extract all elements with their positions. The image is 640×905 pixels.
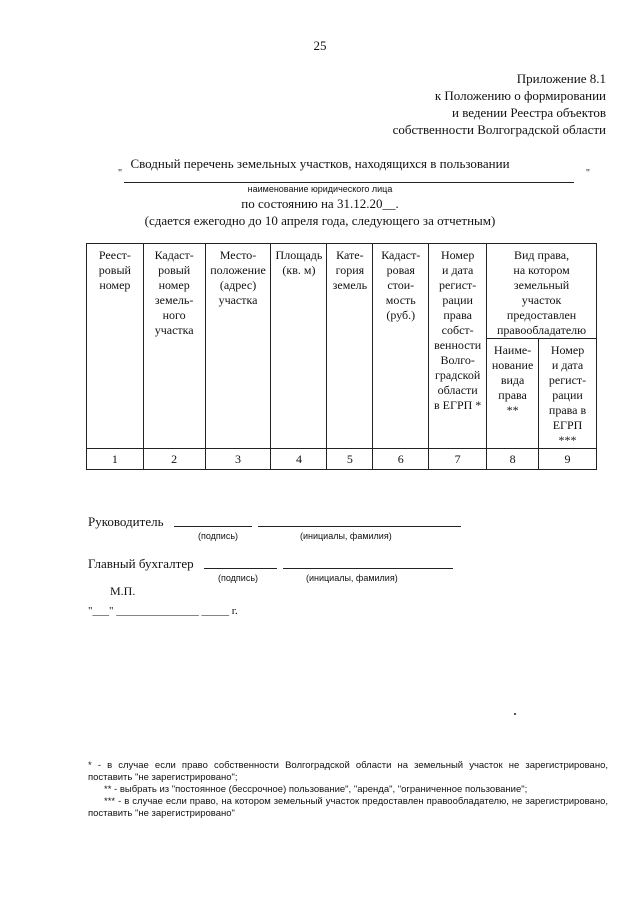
signature-caption: (подпись) xyxy=(218,573,259,583)
header-text-line: ровая xyxy=(386,263,415,277)
header-text-line: Волго- xyxy=(440,353,475,367)
date-line: "___" _______________ _____ г. xyxy=(88,605,238,617)
header-text-line: венности xyxy=(434,338,482,352)
header-area xyxy=(271,244,327,449)
footnote: * - в случае если право собственности Волгоградской области на земельный участок не зарегистрировано, поставить "не зарегистрировано"; xyxy=(88,760,608,783)
header-right-type-group xyxy=(487,244,597,339)
document-title: Сводный перечень земельных участков, находящихся в пользовании xyxy=(130,156,510,171)
header-text-line: номер xyxy=(99,278,131,292)
header-text-line: земель- xyxy=(154,293,194,307)
head-name-line xyxy=(258,526,461,527)
appendix-line: собственности Волгоградской области xyxy=(392,122,606,137)
header-land-category xyxy=(327,244,373,449)
header-cadastral-number xyxy=(143,244,205,449)
header-text-line: регист- xyxy=(548,373,587,387)
column-numbers-row xyxy=(87,449,597,470)
header-text-line: ровый xyxy=(98,263,131,277)
column-number: 6 xyxy=(373,449,429,470)
header-text-line: вида xyxy=(500,373,525,387)
head-signature-line xyxy=(174,526,252,527)
header-text-line: собст- xyxy=(441,323,474,337)
header-text-line: и дата xyxy=(551,358,584,372)
page-number: 25 xyxy=(313,38,327,53)
header-text-line: Номер xyxy=(440,248,475,262)
header-text-line: ЕГРП xyxy=(552,418,583,432)
header-text-line: Кате- xyxy=(336,248,364,262)
header-text-line: рации xyxy=(442,293,473,307)
header-text-line: права xyxy=(498,388,527,402)
column-number: 8 xyxy=(487,449,539,470)
name-caption: (инициалы, фамилия) xyxy=(306,573,398,583)
signature-caption: (подпись) xyxy=(198,531,239,541)
quote-open: " xyxy=(118,168,123,179)
header-text-line: Кадаст- xyxy=(154,248,194,262)
header-text-line: рации xyxy=(552,388,583,402)
column-number: 7 xyxy=(429,449,487,470)
header-text-line: нование xyxy=(491,358,534,372)
header-text-line: мость xyxy=(385,293,416,307)
header-text-line: права в xyxy=(548,403,587,417)
header-text-line: регист- xyxy=(439,278,477,292)
column-number: 2 xyxy=(143,449,205,470)
header-text-line: на котором xyxy=(513,263,570,277)
header-text-line: номер xyxy=(158,278,190,292)
header-right-type-name xyxy=(487,339,539,449)
header-text-line: Вид права, xyxy=(514,248,570,262)
head-label: Руководитель xyxy=(88,514,164,529)
header-text-line: области xyxy=(437,383,478,397)
accountant-name-line xyxy=(283,568,453,569)
appendix-line: к Положению о формировании xyxy=(434,88,606,103)
submission-deadline: (сдается ежегодно до 10 апреля года, следующего за отчетным) xyxy=(144,213,496,228)
header-text-line: Кадаст- xyxy=(381,248,421,262)
header-right-registration xyxy=(539,339,597,449)
header-text-line: Номер xyxy=(550,343,585,357)
column-number: 3 xyxy=(205,449,271,470)
footnote: *** - в случае если право, на котором земельный участок предоставлен правообладателю, не зарегистрировано, поставить "не зарегистрировано" xyxy=(88,796,608,819)
header-text-line: участка xyxy=(154,323,194,337)
header-text-line: *** xyxy=(558,433,577,447)
header-text-line: ровый xyxy=(158,263,191,277)
column-number: 4 xyxy=(271,449,327,470)
header-text-line: Наиме- xyxy=(493,343,532,357)
header-text-line: Площадь xyxy=(275,248,323,262)
header-text-line: правообладателю xyxy=(497,323,587,337)
appendix-header xyxy=(393,70,606,138)
header-text-line: земель xyxy=(332,278,368,292)
header-location xyxy=(205,244,271,449)
accountant-signature-line xyxy=(204,568,277,569)
header-text-line: ** xyxy=(506,403,519,417)
stamp-place: М.П. xyxy=(110,584,136,598)
column-number: 9 xyxy=(539,449,597,470)
name-caption: (инициалы, фамилия) xyxy=(300,531,392,541)
header-text-line: в ЕГРП * xyxy=(434,398,482,412)
as-of-date: по состоянию на 31.12.20__. xyxy=(241,196,399,211)
footnotes xyxy=(88,760,608,820)
column-number: 1 xyxy=(87,449,144,470)
header-registry-number xyxy=(87,244,144,449)
header-text-line: права xyxy=(443,308,472,322)
scan-speck xyxy=(514,713,516,715)
land-plots-table xyxy=(86,243,597,470)
header-text-line: участка xyxy=(218,293,258,307)
header-text-line: градской xyxy=(435,368,481,382)
header-text-line: предоставлен xyxy=(506,308,577,322)
entity-name-field xyxy=(118,168,590,182)
appendix-line: и ведении Реестра объектов xyxy=(451,105,606,120)
header-text-line: и дата xyxy=(442,263,474,277)
header-cadastral-value xyxy=(373,244,429,449)
header-text-line: гория xyxy=(335,263,365,277)
appendix-line: Приложение 8.1 xyxy=(516,71,606,86)
header-text-line: ного xyxy=(162,308,186,322)
header-text-line: (руб.) xyxy=(386,308,416,322)
entity-name-rule xyxy=(124,182,574,183)
header-text-line: (кв. м) xyxy=(282,263,316,277)
quote-close: " xyxy=(585,168,590,179)
header-text-line: участок xyxy=(521,293,562,307)
header-text-line: положение xyxy=(210,263,266,277)
entity-caption: наименование юридического лица xyxy=(247,184,393,194)
header-text-line: земельный xyxy=(513,278,570,292)
footnote: ** - выбрать из "постоянное (бессрочное) пользование", "аренда", "ограниченное пользование"; xyxy=(104,784,528,795)
column-number: 5 xyxy=(327,449,373,470)
header-text-line: Место- xyxy=(219,248,257,262)
chief-accountant-label: Главный бухгалтер xyxy=(88,556,194,571)
header-text-line: Реест- xyxy=(98,248,131,262)
header-text-line: (адрес) xyxy=(219,278,257,292)
header-text-line: стои- xyxy=(387,278,415,292)
header-ownership-registration xyxy=(429,244,487,449)
